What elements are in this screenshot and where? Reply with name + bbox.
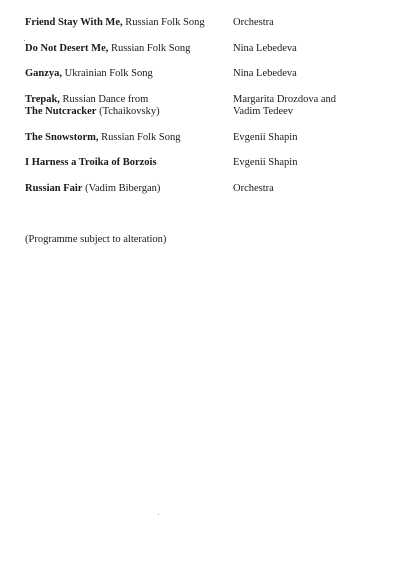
performer-line: Nina Lebedeva bbox=[233, 68, 297, 79]
piece-detail: Ukrainian Folk Song bbox=[62, 68, 153, 79]
piece-detail: (Vadim Bibergan) bbox=[82, 182, 161, 194]
performer bbox=[233, 17, 385, 30]
programme-item bbox=[25, 157, 385, 170]
performer-line: Orchestra bbox=[233, 182, 274, 194]
performer bbox=[233, 68, 385, 81]
performer-line: Vadim Tedeev bbox=[233, 106, 294, 117]
performer bbox=[233, 183, 385, 196]
piece-detail: Russian Folk Song bbox=[122, 17, 205, 28]
piece-title: Russian Fair bbox=[25, 182, 83, 194]
performer bbox=[233, 132, 385, 145]
piece-title: Trepak, bbox=[25, 93, 60, 105]
piece bbox=[25, 43, 233, 56]
piece-title: Ganzya, bbox=[25, 68, 63, 79]
scan-speck bbox=[158, 514, 159, 515]
programme-item bbox=[25, 17, 385, 30]
performer-line: Evgenii Shapin bbox=[233, 157, 298, 168]
performer bbox=[233, 43, 385, 56]
piece-line bbox=[25, 106, 233, 119]
piece-detail: Russian Dance from bbox=[59, 93, 149, 105]
programme-item bbox=[25, 68, 385, 81]
programme-item bbox=[25, 43, 385, 56]
performer bbox=[233, 157, 385, 170]
scan-speck bbox=[24, 40, 25, 41]
piece bbox=[25, 183, 233, 196]
piece-detail: Russian Folk Song bbox=[108, 42, 191, 54]
programme-list bbox=[25, 17, 385, 208]
piece bbox=[25, 157, 233, 170]
piece bbox=[25, 132, 233, 145]
alteration-note: (Programme subject to alteration) bbox=[25, 234, 167, 245]
piece-title: Friend Stay With Me, bbox=[25, 17, 123, 28]
piece bbox=[25, 68, 233, 81]
programme-item bbox=[25, 94, 385, 119]
piece bbox=[25, 94, 233, 119]
performer bbox=[233, 94, 385, 119]
performer-line: Nina Lebedeva bbox=[233, 42, 297, 54]
piece-title: The Snowstorm, bbox=[25, 131, 99, 143]
piece-title-secondary: The Nutcracker bbox=[25, 106, 97, 117]
piece-title: Do Not Desert Me, bbox=[25, 42, 109, 54]
piece bbox=[25, 17, 233, 30]
programme-item bbox=[25, 183, 385, 196]
performer-line: Orchestra bbox=[233, 17, 274, 28]
performer-line: Margarita Drozdova and bbox=[233, 93, 337, 105]
performer-line: Evgenii Shapin bbox=[233, 131, 298, 143]
piece-title: I Harness a Troika of Borzois bbox=[25, 157, 157, 168]
piece-detail: Russian Folk Song bbox=[98, 131, 181, 143]
piece-line bbox=[25, 94, 233, 107]
programme-item bbox=[25, 132, 385, 145]
piece-detail-secondary: (Tchaikovsky) bbox=[96, 106, 160, 117]
